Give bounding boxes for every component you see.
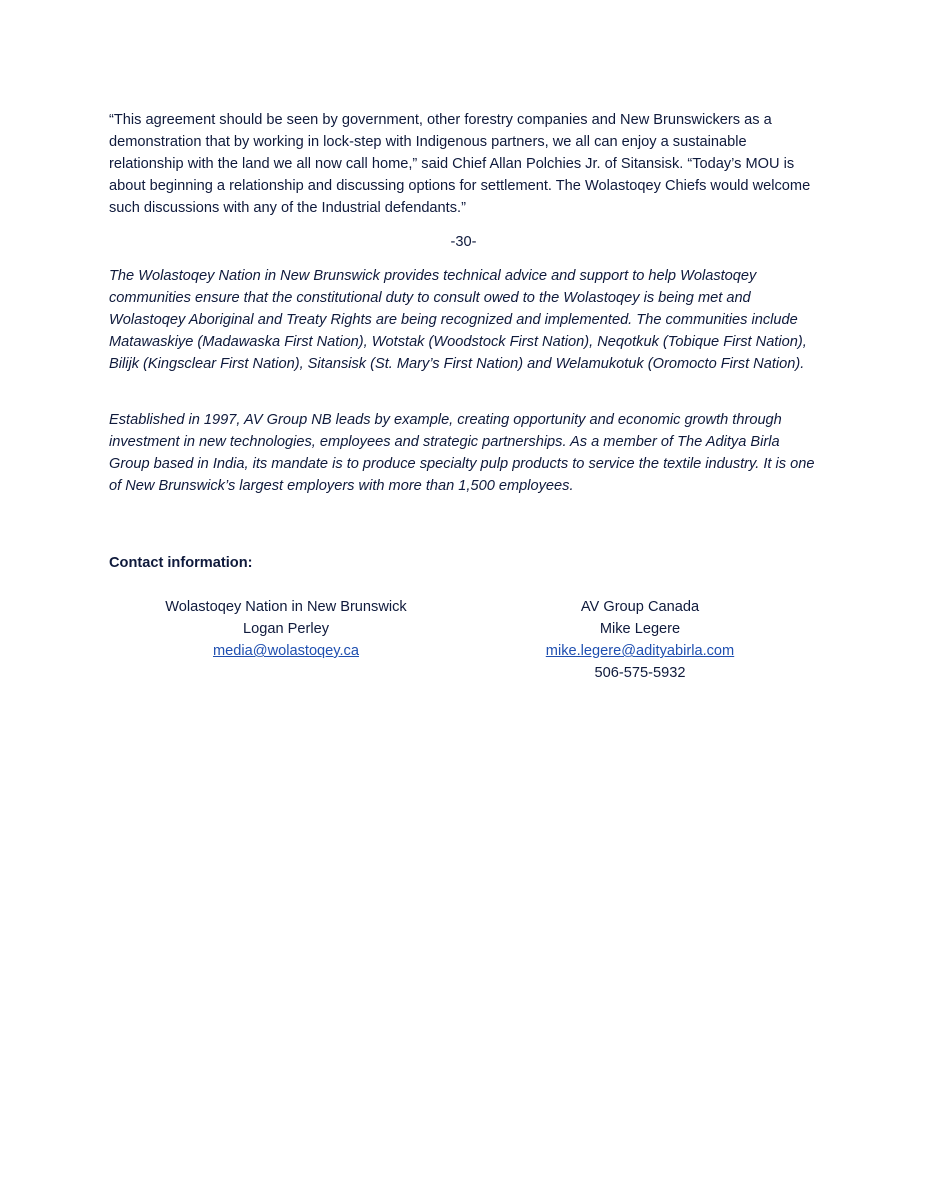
contact-heading: Contact information: [109,555,253,571]
end-mark: -30- [450,234,477,250]
contact-block-av-group [480,596,800,684]
contact-phone: 506-575-5932 [594,665,686,681]
contact-name: Logan Perley [242,621,329,637]
about-av-group-paragraph: Established in 1997, AV Group NB leads by example, creating opportunity and economic growth through investment in new technologies, employees and strategic partnerships. As a member of The Aditya Birla Group based in India, its mandate is to produce specialty pulp products to service the textile industry. It is one of New Brunswick’s largest employers with more than 1,500 employees. [109,412,815,494]
contact-organization: Wolastoqey Nation in New Brunswick [165,599,407,615]
contact-name: Mike Legere [599,621,681,637]
contact-block-wolastoqey [126,596,446,662]
contact-organization: AV Group Canada [580,599,700,615]
quote-paragraph: “This agreement should be seen by government, other forestry companies and New Brunswickers as a demonstration that by working in lock-step with Indigenous partners, we all can enjoy a sustainable relationship with the land we all now call home,” said Chief Allan Polchies Jr. of Sitansisk. “Today’s MOU is about beginning a relationship and discussing options for settlement. The Wolastoqey Chiefs would welcome such discussions with any of the Industrial defendants.” [109,112,811,216]
contact-email-link[interactable]: media@wolastoqey.ca [213,643,359,659]
about-wolastoqey-paragraph: The Wolastoqey Nation in New Brunswick provides technical advice and support to help Wolastoqey communities ensure that the constitutional duty to consult owed to the Wolastoqey is being met and Wolastoqey Aboriginal and Treaty Rights are being recognized and implemented. The communities include Matawaskiye (Madawaska First Nation), Wotstak (Woodstock First Nation), Neqotkuk (Tobique First Nation), Bilijk (Kingsclear First Nation), Sitansisk (St. Mary’s First Nation) and Welamukotuk (Oromocto First Nation). [109,268,807,372]
contact-email-link[interactable]: mike.legere@adityabirla.com [545,643,735,659]
